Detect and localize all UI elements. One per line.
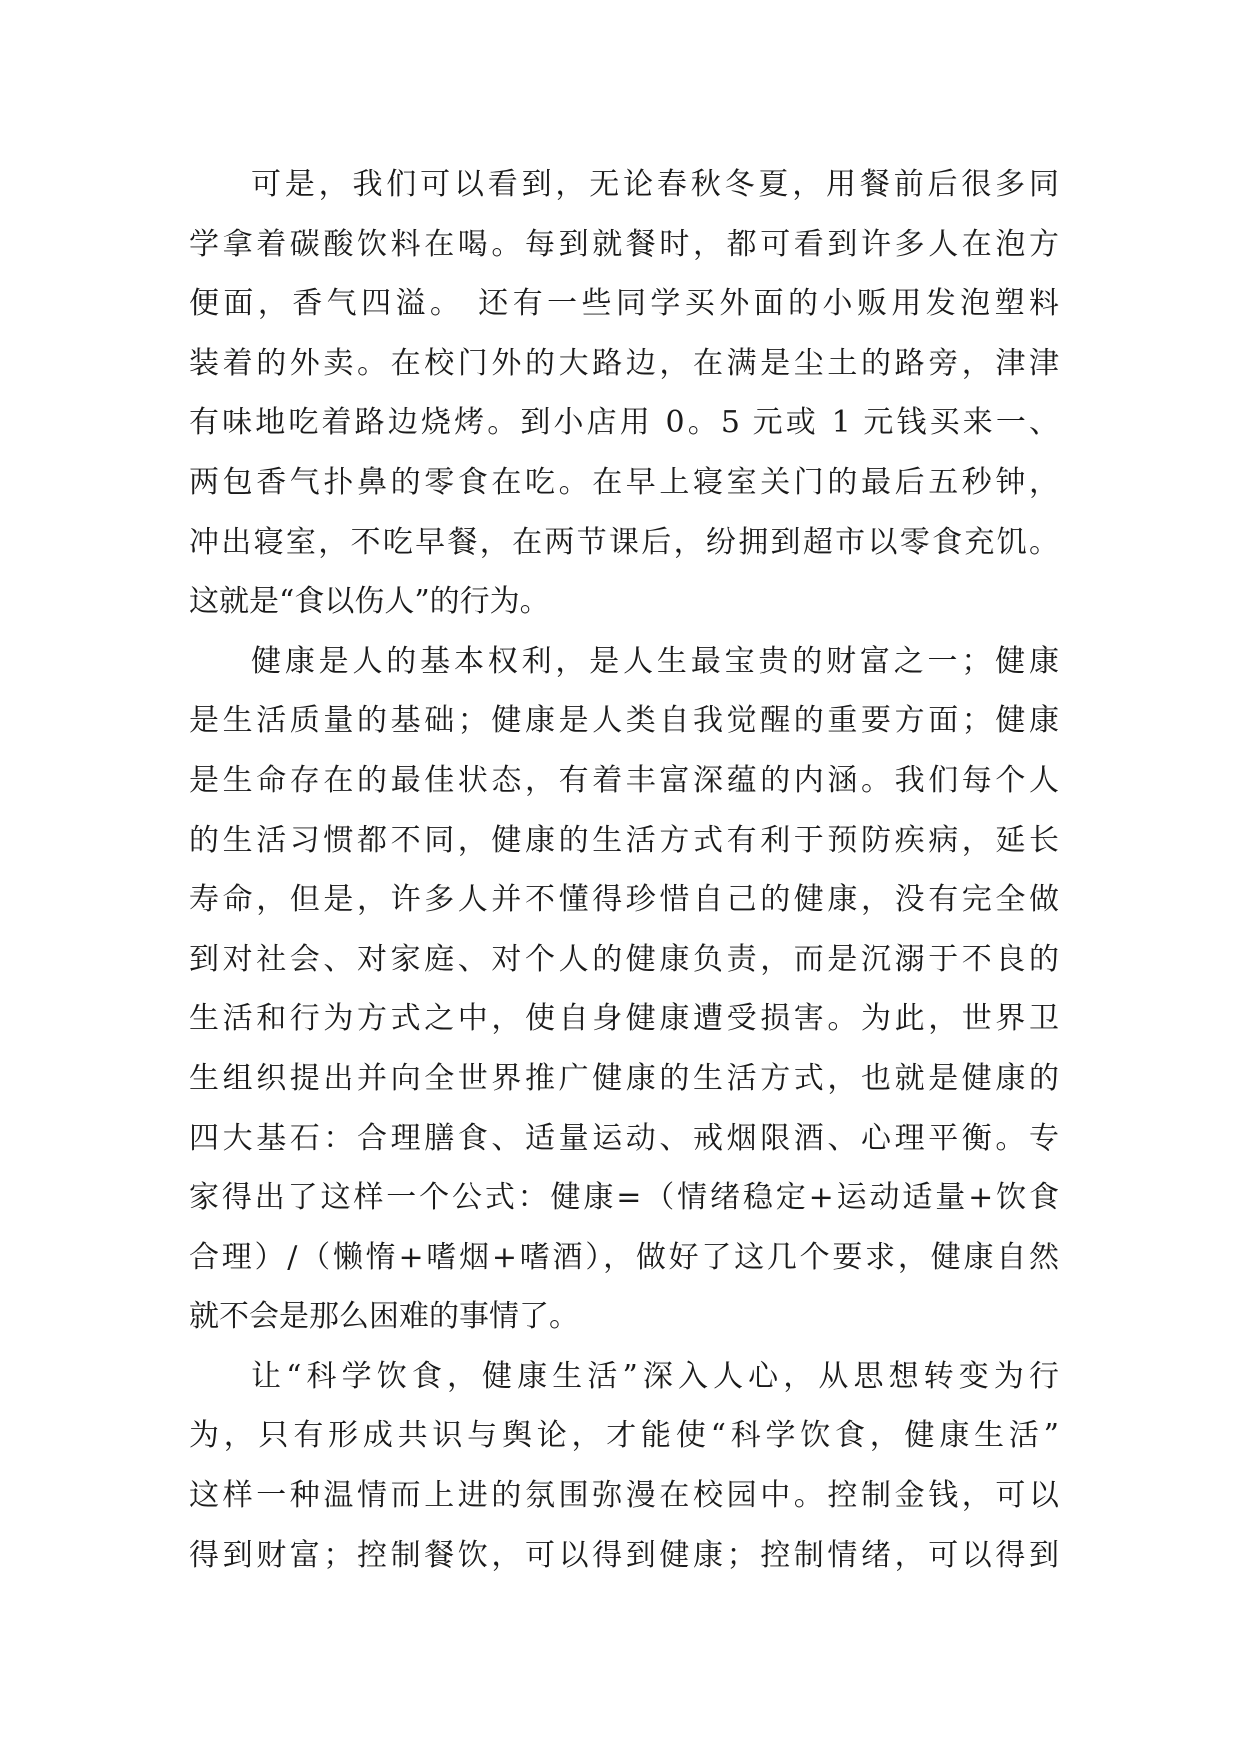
text-line: 四大基石：合理膳食、适量运动、戒烟限酒、心理平衡。专 [189,1120,1059,1156]
text-line: 这样一种温情而上进的氛围弥漫在校园中。控制金钱，可以 [189,1478,1059,1514]
text-line: 有味地吃着路边烧烤。到小店用 0。5 元或 1 元钱买来一、 [189,405,1059,441]
text-line: 得到财富；控制餐饮，可以得到健康；控制情绪，可以得到 [189,1537,1059,1573]
document-body [189,155,1059,1585]
text-line: 的生活习惯都不同，健康的生活方式有利于预防疾病，延长 [189,822,1059,858]
text-line: 冲出寝室，不吃早餐，在两节课后，纷拥到超市以零食充饥。 [189,524,1059,560]
text-line: 两包香气扑鼻的零食在吃。在早上寝室关门的最后五秒钟， [189,464,1059,500]
text-line: 是生命存在的最佳状态，有着丰富深蕴的内涵。我们每个人 [189,762,1059,798]
text-line: 是生活质量的基础；健康是人类自我觉醒的重要方面；健康 [189,703,1059,739]
text-line: 让“科学饮食，健康生活”深入人心，从思想转变为行 [251,1358,1059,1394]
text-line: 健康是人的基本权利，是人生最宝贵的财富之一；健康 [251,643,1059,679]
text-line: 就不会是那么困难的事情了。 [189,1299,579,1335]
text-line: 这就是“食以伤人”的行为。 [189,584,550,620]
text-line: 到对社会、对家庭、对个人的健康负责，而是沉溺于不良的 [189,941,1059,977]
text-line: 便面，香气四溢。 还有一些同学买外面的小贩用发泡塑料 [189,286,1059,322]
text-line: 为，只有形成共识与舆论，才能使“科学饮食，健康生活” [189,1418,1059,1454]
text-line: 装着的外卖。在校门外的大路边，在满是尘土的路旁，津津 [189,345,1059,381]
text-line: 学拿着碳酸饮料在喝。每到就餐时，都可看到许多人在泡方 [189,226,1059,262]
text-line: 寿命，但是，许多人并不懂得珍惜自己的健康，没有完全做 [189,882,1059,918]
text-line: 合理）/（懒惰+嗜烟+嗜酒），做好了这几个要求，健康自然 [189,1239,1059,1275]
text-line: 可是，我们可以看到，无论春秋冬夏，用餐前后很多同 [251,167,1059,202]
text-line: 生活和行为方式之中，使自身健康遭受损害。为此，世界卫 [189,1001,1059,1037]
text-line: 生组织提出并向全世界推广健康的生活方式，也就是健康的 [189,1060,1059,1096]
text-line: 家得出了这样一个公式：健康=（情绪稳定+运动适量+饮食 [189,1180,1059,1216]
